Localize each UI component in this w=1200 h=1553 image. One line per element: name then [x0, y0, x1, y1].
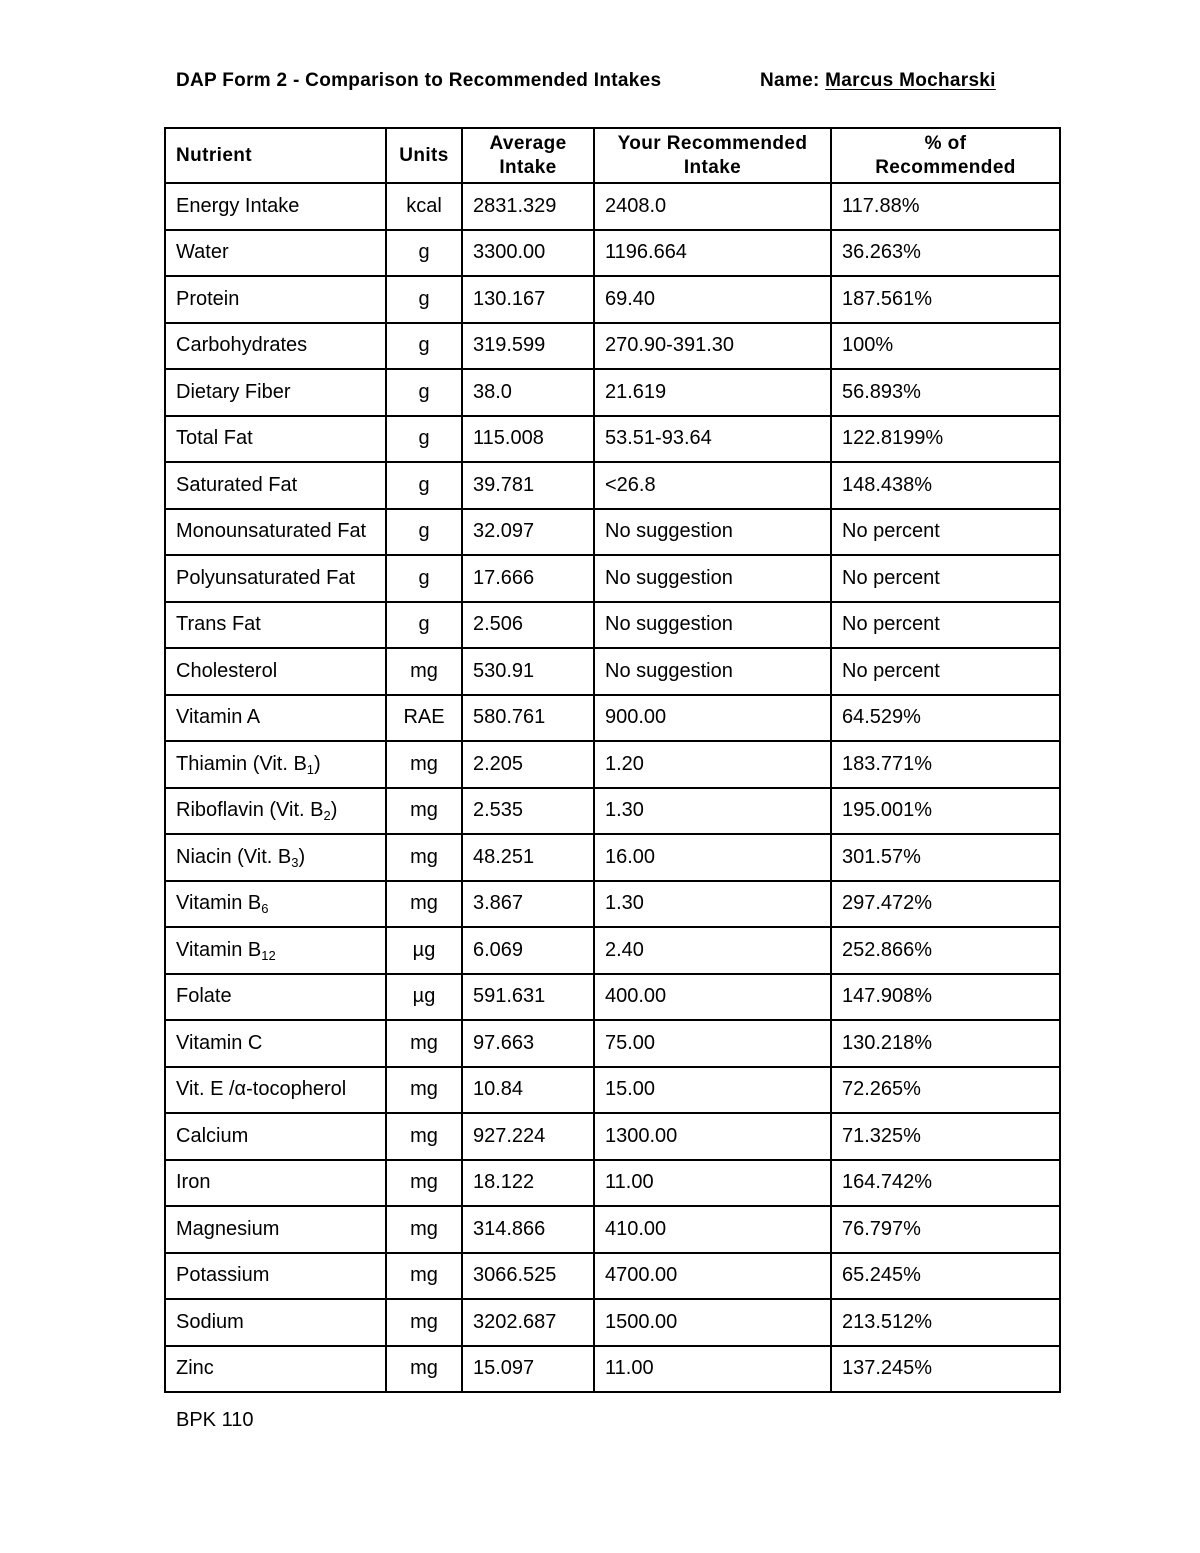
- cell-average-intake: 3202.687: [462, 1299, 594, 1346]
- cell-units: mg: [386, 1113, 462, 1160]
- cell-recommended-intake: 1300.00: [594, 1113, 831, 1160]
- cell-nutrient: Potassium: [165, 1253, 386, 1300]
- nutrient-comparison-table: [164, 127, 1061, 1393]
- table-row: [165, 648, 1060, 695]
- cell-recommended-intake: 1.30: [594, 788, 831, 835]
- table-row: [165, 416, 1060, 463]
- column-header-units: Units: [386, 128, 462, 183]
- cell-nutrient: Dietary Fiber: [165, 369, 386, 416]
- cell-percent-recommended: 71.325%: [831, 1113, 1060, 1160]
- cell-units: g: [386, 276, 462, 323]
- cell-average-intake: 3.867: [462, 881, 594, 928]
- column-header-recommended-intake: Your Recommended Intake: [594, 128, 831, 183]
- cell-units: µg: [386, 927, 462, 974]
- cell-average-intake: 319.599: [462, 323, 594, 370]
- table-row: [165, 323, 1060, 370]
- form-title: DAP Form 2 - Comparison to Recommended Intakes: [176, 70, 662, 91]
- cell-percent-recommended: 64.529%: [831, 695, 1060, 742]
- cell-nutrient: Energy Intake: [165, 183, 386, 230]
- cell-average-intake: 17.666: [462, 555, 594, 602]
- cell-average-intake: 115.008: [462, 416, 594, 463]
- column-header-average-intake: Average Intake: [462, 128, 594, 183]
- cell-units: mg: [386, 1206, 462, 1253]
- column-header-nutrient: Nutrient: [165, 128, 386, 183]
- cell-nutrient: Vit. E /α-tocopherol: [165, 1067, 386, 1114]
- cell-average-intake: 10.84: [462, 1067, 594, 1114]
- cell-recommended-intake: 15.00: [594, 1067, 831, 1114]
- cell-average-intake: 15.097: [462, 1346, 594, 1393]
- cell-recommended-intake: 1.20: [594, 741, 831, 788]
- cell-recommended-intake: No suggestion: [594, 648, 831, 695]
- cell-nutrient: Vitamin C: [165, 1020, 386, 1067]
- cell-percent-recommended: 187.561%: [831, 276, 1060, 323]
- table-row: [165, 974, 1060, 1021]
- cell-units: kcal: [386, 183, 462, 230]
- cell-percent-recommended: No percent: [831, 648, 1060, 695]
- cell-percent-recommended: No percent: [831, 555, 1060, 602]
- cell-units: g: [386, 602, 462, 649]
- table-row: [165, 881, 1060, 928]
- table-header-row: [165, 128, 1060, 183]
- cell-percent-recommended: 297.472%: [831, 881, 1060, 928]
- cell-nutrient: Cholesterol: [165, 648, 386, 695]
- table-row: [165, 602, 1060, 649]
- cell-average-intake: 530.91: [462, 648, 594, 695]
- cell-average-intake: 2.506: [462, 602, 594, 649]
- table-row: [165, 1206, 1060, 1253]
- table-body: [165, 183, 1060, 1392]
- cell-recommended-intake: 16.00: [594, 834, 831, 881]
- cell-nutrient: Folate: [165, 974, 386, 1021]
- cell-recommended-intake: 2.40: [594, 927, 831, 974]
- cell-units: RAE: [386, 695, 462, 742]
- cell-nutrient: Carbohydrates: [165, 323, 386, 370]
- cell-units: mg: [386, 1067, 462, 1114]
- cell-average-intake: 48.251: [462, 834, 594, 881]
- cell-recommended-intake: No suggestion: [594, 509, 831, 556]
- name-block: [760, 70, 996, 92]
- cell-units: mg: [386, 1020, 462, 1067]
- cell-units: µg: [386, 974, 462, 1021]
- cell-units: mg: [386, 741, 462, 788]
- cell-average-intake: 580.761: [462, 695, 594, 742]
- cell-units: g: [386, 462, 462, 509]
- cell-recommended-intake: 11.00: [594, 1346, 831, 1393]
- cell-units: g: [386, 230, 462, 277]
- cell-percent-recommended: 164.742%: [831, 1160, 1060, 1207]
- cell-units: mg: [386, 881, 462, 928]
- cell-percent-recommended: 147.908%: [831, 974, 1060, 1021]
- cell-recommended-intake: 69.40: [594, 276, 831, 323]
- table-row: [165, 183, 1060, 230]
- cell-recommended-intake: <26.8: [594, 462, 831, 509]
- cell-recommended-intake: 270.90-391.30: [594, 323, 831, 370]
- cell-percent-recommended: 213.512%: [831, 1299, 1060, 1346]
- column-header-percent-recommended: % of Recommended: [831, 128, 1060, 183]
- cell-percent-recommended: 65.245%: [831, 1253, 1060, 1300]
- table-row: [165, 276, 1060, 323]
- student-name: Marcus Mocharski: [825, 70, 996, 91]
- cell-nutrient: Zinc: [165, 1346, 386, 1393]
- cell-average-intake: 39.781: [462, 462, 594, 509]
- cell-percent-recommended: 301.57%: [831, 834, 1060, 881]
- cell-nutrient: Sodium: [165, 1299, 386, 1346]
- course-code: BPK 110: [176, 1409, 254, 1431]
- cell-nutrient: Protein: [165, 276, 386, 323]
- cell-recommended-intake: 400.00: [594, 974, 831, 1021]
- table-row: [165, 1346, 1060, 1393]
- cell-nutrient: Saturated Fat: [165, 462, 386, 509]
- cell-percent-recommended: 183.771%: [831, 741, 1060, 788]
- cell-nutrient: Vitamin $B_6$: [165, 881, 386, 928]
- cell-units: g: [386, 555, 462, 602]
- cell-average-intake: 97.663: [462, 1020, 594, 1067]
- cell-recommended-intake: 410.00: [594, 1206, 831, 1253]
- table-row: [165, 834, 1060, 881]
- table-row: [165, 509, 1060, 556]
- cell-nutrient: Total Fat: [165, 416, 386, 463]
- table-row: [165, 695, 1060, 742]
- cell-nutrient: Magnesium: [165, 1206, 386, 1253]
- table-row: [165, 462, 1060, 509]
- cell-units: g: [386, 416, 462, 463]
- cell-percent-recommended: 148.438%: [831, 462, 1060, 509]
- cell-percent-recommended: 137.245%: [831, 1346, 1060, 1393]
- table-row: [165, 1067, 1060, 1114]
- table-row: [165, 1020, 1060, 1067]
- cell-average-intake: 2.535: [462, 788, 594, 835]
- cell-percent-recommended: 72.265%: [831, 1067, 1060, 1114]
- cell-recommended-intake: 2408.0: [594, 183, 831, 230]
- cell-percent-recommended: No percent: [831, 509, 1060, 556]
- cell-units: mg: [386, 1253, 462, 1300]
- cell-units: mg: [386, 648, 462, 695]
- table-row: [165, 1253, 1060, 1300]
- cell-units: g: [386, 369, 462, 416]
- cell-units: g: [386, 323, 462, 370]
- table-row: [165, 1299, 1060, 1346]
- table-row: [165, 1113, 1060, 1160]
- cell-nutrient: Water: [165, 230, 386, 277]
- cell-recommended-intake: 53.51-93.64: [594, 416, 831, 463]
- cell-units: mg: [386, 1299, 462, 1346]
- cell-average-intake: 927.224: [462, 1113, 594, 1160]
- cell-recommended-intake: 900.00: [594, 695, 831, 742]
- cell-recommended-intake: 1500.00: [594, 1299, 831, 1346]
- cell-units: mg: [386, 1346, 462, 1393]
- table-row: [165, 788, 1060, 835]
- cell-nutrient: Vitamin A: [165, 695, 386, 742]
- cell-units: mg: [386, 834, 462, 881]
- table-row: [165, 1160, 1060, 1207]
- cell-nutrient: Calcium: [165, 1113, 386, 1160]
- form-header: [176, 70, 1036, 100]
- cell-average-intake: 2.205: [462, 741, 594, 788]
- cell-average-intake: 32.097: [462, 509, 594, 556]
- cell-percent-recommended: 122.8199%: [831, 416, 1060, 463]
- cell-nutrient: Riboflavin (Vit. $B_2$): [165, 788, 386, 835]
- cell-average-intake: 18.122: [462, 1160, 594, 1207]
- cell-average-intake: 6.069: [462, 927, 594, 974]
- cell-percent-recommended: 36.263%: [831, 230, 1060, 277]
- cell-percent-recommended: 130.218%: [831, 1020, 1060, 1067]
- cell-average-intake: 3066.525: [462, 1253, 594, 1300]
- cell-percent-recommended: 195.001%: [831, 788, 1060, 835]
- cell-nutrient: Trans Fat: [165, 602, 386, 649]
- cell-percent-recommended: 56.893%: [831, 369, 1060, 416]
- table-row: [165, 741, 1060, 788]
- cell-average-intake: 38.0: [462, 369, 594, 416]
- cell-units: mg: [386, 788, 462, 835]
- cell-average-intake: 591.631: [462, 974, 594, 1021]
- cell-nutrient: Polyunsaturated Fat: [165, 555, 386, 602]
- cell-recommended-intake: No suggestion: [594, 555, 831, 602]
- cell-recommended-intake: 1.30: [594, 881, 831, 928]
- table-row: [165, 369, 1060, 416]
- cell-average-intake: 314.866: [462, 1206, 594, 1253]
- cell-recommended-intake: 4700.00: [594, 1253, 831, 1300]
- cell-units: mg: [386, 1160, 462, 1207]
- table-row: [165, 230, 1060, 277]
- cell-percent-recommended: No percent: [831, 602, 1060, 649]
- cell-percent-recommended: 76.797%: [831, 1206, 1060, 1253]
- cell-recommended-intake: 75.00: [594, 1020, 831, 1067]
- table-row: [165, 927, 1060, 974]
- cell-average-intake: 130.167: [462, 276, 594, 323]
- cell-percent-recommended: 100%: [831, 323, 1060, 370]
- table-row: [165, 555, 1060, 602]
- cell-average-intake: 3300.00: [462, 230, 594, 277]
- cell-percent-recommended: 252.866%: [831, 927, 1060, 974]
- cell-units: g: [386, 509, 462, 556]
- cell-nutrient: Iron: [165, 1160, 386, 1207]
- cell-nutrient: Niacin (Vit. $B_3$): [165, 834, 386, 881]
- cell-nutrient: Thiamin (Vit. $B_1$): [165, 741, 386, 788]
- cell-nutrient: Vitamin $B_{12}$: [165, 927, 386, 974]
- cell-recommended-intake: 11.00: [594, 1160, 831, 1207]
- cell-recommended-intake: 21.619: [594, 369, 831, 416]
- cell-nutrient: Monounsaturated Fat: [165, 509, 386, 556]
- cell-percent-recommended: 117.88%: [831, 183, 1060, 230]
- cell-recommended-intake: No suggestion: [594, 602, 831, 649]
- name-label: Name:: [760, 70, 820, 91]
- cell-recommended-intake: 1196.664: [594, 230, 831, 277]
- cell-average-intake: 2831.329: [462, 183, 594, 230]
